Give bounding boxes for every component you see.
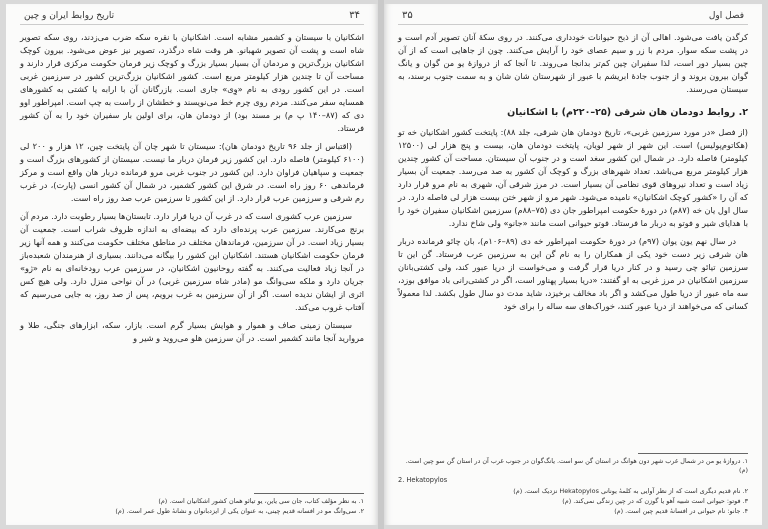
section-heading: ۲. روابط دودمان هان شرقی (۲۵–۲۲۰م) با اشکانیان: [507, 107, 748, 118]
left-footnote-1: ۱. به نظر مؤلف کتاب، جان سی یاین، یو تیائو همان کشور اشکانیان است. (م): [158, 497, 364, 505]
right-page-body: [398, 31, 748, 313]
right-footnote-english: 2. Hekatopylos: [398, 476, 448, 484]
left-page: [6, 4, 378, 525]
right-page-number: ۳۵: [402, 10, 413, 21]
left-paragraph-4: سیستان زمینی صاف و هموار و هوایش بسیار گرم است. بازار، سکه، ابزارهای جنگی، طلا و مروارید آنجا مانند کشمیر است. در آن سرزمین هلو می‌روید و شیر و: [20, 320, 364, 343]
right-paragraph-1: (از فصل «در مورد سرزمین غربی»، تاریخ دودمان هان شرقی، جلد ۸۸): پایتخت کشور اشکانیان خه تو (هکاتوم‌پولیس) است. این شهر از شهر لویان، پایتخت دودمان هان، بیست و پنج هزار لی (۱۲۵۰۰ کیلومتر) فاصله دارد. در شمال این کشور سغد است و در جنوب آن سیستان. مساحت آن کشور چندین هزار کیلومتر مربع می‌باشد. تعداد شهرهای بزرگ و کوچک آن کشور به صد می‌رسد. جمعیت آن بسیار زیاد است و تعداد نیروهای قوی نظامی آن بسیار است. در مرز شرقی آن، شهری به نام مرو قرار دارد که آن را «کشور کوچک اشکانیان» نامیده می‌شود. شهر مرو از شهر ختن بیست هزار لی فاصله دارد. در سال اول یان خه (۸۷م) در دورهٔ حکومت امپراطور جان دی (۷۵–۸۸م) سرزمین اشکانیان سفیران خود را با هدایای شیر و فوتو به دربار ما فرستاد. فوتو حیوانی است مانند «جانو» ولی شاخ ندارد.: [398, 127, 748, 228]
footnote-rule: [254, 493, 364, 494]
left-footnote-2: ۲. سی‌وانگ مو در افسانه قدیم چینی، به عنوان یکی از ایزدبانوان و نشانهٔ طول عمر است. (م): [115, 507, 364, 515]
right-footnote-3: ۳. فوتو: حیوانی است شبیه آهو یا گوزن که در چین زندگی نمی‌کند. (م): [562, 497, 748, 505]
right-page-header: [398, 10, 748, 25]
right-footnotes: [398, 453, 748, 517]
left-running-title: تاریخ روابط ایران و چین: [24, 11, 115, 21]
right-footnote-1: ۱. دروازهٔ یو من در شمال غرب شهر دون هوانگ در استان گن سو است. یانگ‌گوان در جنوب غرب آن در استان گن سو چین است. (م): [405, 457, 748, 474]
footnote-rule: [638, 453, 748, 454]
left-paragraph-2: (اقتباس از جلد ۹۶ تاریخ دودمان هان): سیستان تا شهر چان آن پایتخت چین، ۱۲ هزار و ۲۰۰ لی (۶۱۰۰ کیلومتر) فاصله دارد. این کشور زیر فرمان دربار ما نیست. سیستان از کشورهای بزرگ است و جمعیت و سپاهیان فراوان دارد. این کشور در جنوب غربی مرو فرمانده دربار هان واقع است و مرکز فرماندهی ۶۰ روز راه است. در شرق این کشور کشمیر، در شمال آن کشور انسی (پارت)، در غرب رم شرقی و سرزمین عرب قرار دارد. از این کشور تا سرزمین عرب صد روز راه است.: [20, 141, 364, 203]
left-paragraph-1: اشکانیان با سیستان و کشمیر مشابه است. اشکانیان با نقره سکه ضرب می‌زدند، روی سکه تصویر شاه است و پشت آن تصویر شهبانو. هر وقت شاه درگذرد، تصویر نیز عوض می‌شود. بیرون کوچک اشکانیان بزرگ‌ترین و مردمان آن بسیار بسیار بزرگ و کوچک زیر فرمان حکومت مرکزی قرار دارند و مساحت آن تا چندین هزار کیلومتر مربع است. کشور اشکانیان بزرگ‌ترین کشور در سرزمین غربی است. در این کشور رودی به نام «وِی» جاری است. بازرگانان آن با ارابه یا کشتی به کشورهای همسایه سفر می‌کنند. مردم روی چرم خط می‌نویسند و خطشان از راست به چپ است. امپراطور اوو دی که (۸۷–۱۴۰ پ م) بر مسند بود) از دودمان هان، برای اولین بار سفیران خود را به آن کشور فرستاد.: [20, 32, 364, 133]
left-footnotes: [20, 493, 364, 517]
left-page-number: ۳۴: [349, 10, 360, 21]
right-paragraph-2: در سال نهم یون یوان (۹۷م) در دورهٔ حکومت امپراطور خه دی (۸۹–۱۰۶م)، بان چائو فرمانده دربار هان شرقی زیر دست خود یکی از همکاران را به نام گن این به سرزمین عرب فرستاد. گن این تا سرزمین تیائو چی رسید و در کنار دریا قرار گرفت و می‌خواست از دریا عبور کند، ولی کشتی‌بانان سرزمین اشکانیان در مرز غربی به او گفتند: «دریا بسیار پهناور است، اگر در کشتی‌رانی باد موافق بوزد، سه ماه عبور از دریا طول می‌کشد و اگر باد مخالف برخیزد، شاید مدت دو سال طول بکشد. لذا معمولاً کسانی که می‌خواهند از دریا عبور کنند، خوراک‌های سه ساله را برای خود: [398, 236, 748, 311]
right-running-title: فصل اول: [708, 11, 744, 21]
left-page-body: [20, 31, 364, 345]
right-page: [384, 4, 762, 525]
left-paragraph-3: سرزمین عرب کشوری است که در غرب آن دریا قرار دارد. تابستان‌ها بسیار رطوبت دارد. مردم آن برنج می‌کارند. سرزمین عرب پرنده‌ای دارد که بیضه‌ای به اندازه ظروف شراب است. جمعیت آن بسیار زیاد است. در آن سرزمین، فرماندهان مختلف در مناطق مختلف حکومت می‌کنند و همه آنها زیر فرمان حکومت اشکانیان هستند. اشکانیان این کشور را بیگانه می‌دانند. بسیاری از هنرمندان شعبده‌باز در آنجا زیاد فعالیت می‌کنند. به گفته روحانیون اشکانیان، در سرزمین عرب رودخانه‌ای به نام «ژو» جریان دارد و ملکه سی‌وانگ مو (مادر شاه سرزمین غربی) در آن نواحی منزل دارد. ولی هیچ کس اثری از ایشان ندیده است. اگر از آن سرزمین به غرب برویم، پس از صد روز، به جایی می‌رسیم که آفتاب غروب می‌کند.: [20, 211, 364, 312]
right-intro-paragraph: کرگدن یافت می‌شود. اهالی آن از ذبح حیوانات خودداری می‌کنند. در روی سکهٔ آنان تصویر آدم است و در پشت سکه سوار. مردم با زر و سیم عصای خود را آرایش می‌کنند. چون از جاهایی است که از آن چین بسیار دور است، لذا سفیران چین کم‌تر بدانجا می‌روند. تا آنجا که از دروازهٔ یو من گوان و یانگ گوان بیرون بروند و از جنوب جادهٔ ابریشم با عبور از شهرستان شان شان و به سمت جنوب برسند، به سیستان می‌رسند.: [398, 32, 748, 94]
left-page-header: [20, 10, 364, 25]
right-footnote-2: ۲. نام قدیم دیگری است که از نظر آوایی به کلمهٔ یونانی Hekatopylos نزدیک است. (م): [513, 487, 748, 495]
right-footnote-4: ۴. جانو: نام حیوانی در افسانهٔ قدیم چین است. (م): [614, 507, 748, 515]
